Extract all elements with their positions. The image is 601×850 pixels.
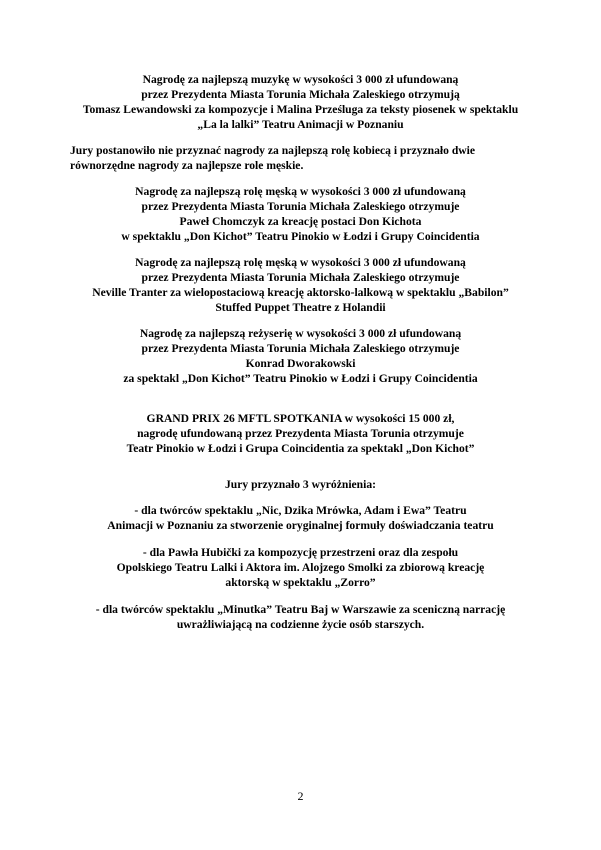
award-male-role-1-line-4: w spektaklu „Don Kichot” Teatru Pinokio w Łodzi i Grupy Coincidentia xyxy=(121,230,480,243)
award-male-role-2-line-4: Stuffed Puppet Theatre z Holandii xyxy=(215,301,386,314)
jury-note-line-2: równorzędne nagrody za najlepsze role męskie. xyxy=(70,159,304,172)
award-male-role-1-line-3: Paweł Chomczyk za kreację postaci Don Kichota xyxy=(179,215,422,228)
award-male-role-1-line-1: Nagrodę za najlepszą rolę męską w wysokości 3 000 zł ufundowaną xyxy=(135,185,466,198)
award-male-role-2-line-3: Neville Tranter za wielopostaciową kreację aktorsko-lalkową w spektaklu „Babilon” xyxy=(92,286,509,299)
grand-prix-line-1: GRAND PRIX 26 MFTL SPOTKANIA w wysokości 15 000 zł, xyxy=(146,412,455,425)
award-direction-line-1: Nagrodę za najlepszą reżyserię w wysokości 3 000 zł ufundowaną xyxy=(139,327,462,340)
distinction-2-line-2: Opolskiego Teatru Lalki i Aktora im. Alojzego Smolki za zbiorową kreację xyxy=(116,561,485,574)
distinction-3-line-2: uwrażliwiającą na codzienne życie osób starszych. xyxy=(176,618,425,631)
distinction-2-line-3: aktorską w spektaklu „Zorro” xyxy=(225,576,376,589)
award-direction-line-2: przez Prezydenta Miasta Torunia Michała Zaleskiego otrzymuje xyxy=(141,342,460,355)
distinction-1-line-1: - dla twórców spektaklu „Nic, Dzika Mrówka, Adam i Ewa” Teatru xyxy=(134,504,467,517)
award-male-role-1-line-2: przez Prezydenta Miasta Torunia Michała Zaleskiego otrzymuje xyxy=(141,200,460,213)
distinctions-heading: Jury przyznało 3 wyróżnienia: xyxy=(224,478,377,491)
award-music-line-2: przez Prezydenta Miasta Torunia Michała Zaleskiego otrzymują xyxy=(141,88,460,101)
award-direction-line-4: za spektakl „Don Kichot” Teatru Pinokio w Łodzi i Grupy Coincidentia xyxy=(123,372,478,385)
award-music-line-4: „La la lalki” Teatru Animacji w Poznaniu xyxy=(197,118,404,131)
award-music-line-1: Nagrodę za najlepszą muzykę w wysokości 3 000 zł ufundowaną xyxy=(142,73,459,86)
jury-note-line-1: Jury postanowiło nie przyznać nagrody za najlepszą rolę kobiecą i przyznało dwie xyxy=(70,144,476,157)
distinction-3-line-1: - dla twórców spektaklu „Minutka” Teatru Baj w Warszawie za sceniczną narrację xyxy=(95,603,506,616)
distinction-1-line-2: Animacji w Poznaniu za stworzenie oryginalnej formuły doświadczania teatru xyxy=(107,519,494,532)
award-male-role-2-line-2: przez Prezydenta Miasta Torunia Michała Zaleskiego otrzymuje xyxy=(141,271,460,284)
distinction-2-line-1: - dla Pawła Hubički za kompozycję przestrzeni oraz dla zespołu xyxy=(142,546,459,559)
award-direction-line-3: Konrad Dworakowski xyxy=(245,357,356,370)
grand-prix-line-3: Teatr Pinokio w Łodzi i Grupa Coincidentia za spektakl „Don Kichot” xyxy=(126,442,475,455)
award-male-role-2-line-1: Nagrodę za najlepszą rolę męską w wysokości 3 000 zł ufundowaną xyxy=(135,256,466,269)
grand-prix-line-2: nagrodę ufundowaną przez Prezydenta Miasta Torunia otrzymuje xyxy=(137,427,464,440)
page-number: 2 xyxy=(297,789,304,803)
award-music-line-3: Tomasz Lewandowski za kompozycje i Malina Prześluga za teksty piosenek w spektaklu xyxy=(82,103,519,116)
